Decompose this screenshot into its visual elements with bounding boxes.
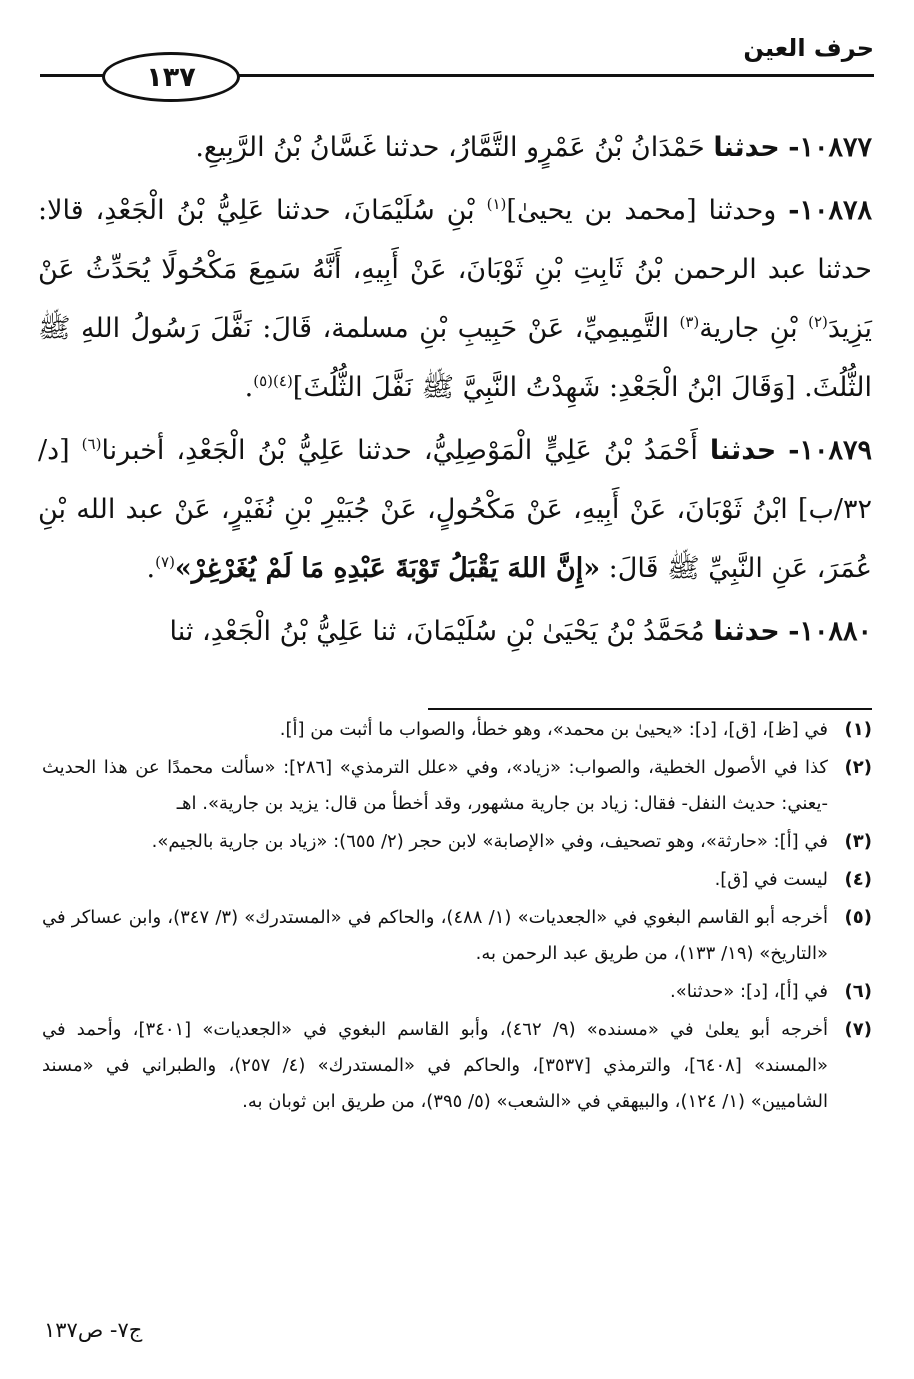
hadith-10877 bbox=[38, 118, 872, 177]
footnote-text: في [أ]: «حارثة»، وهو تصحيف، وفي «الإصابة» لابن حجر (٢/ ٦٥٥): «زياد بن جارية بالجيم». bbox=[151, 831, 828, 852]
footnote-1 bbox=[42, 712, 872, 748]
footnote-text: ليست في [ق]. bbox=[714, 869, 828, 890]
footnote-separator bbox=[428, 708, 872, 710]
footnote-text: في [أ]، [د]: «حدثنا». bbox=[669, 981, 828, 1002]
footnote-ref: (١) bbox=[486, 195, 507, 213]
hadith-number: ١٠٨٧٧- bbox=[788, 132, 872, 163]
footnote-7 bbox=[42, 1012, 872, 1120]
footnote-number: (٤) bbox=[844, 869, 872, 890]
footnote-number: (٧) bbox=[844, 1019, 872, 1040]
footnote-text: أخرجه أبو القاسم البغوي في «الجعديات» (١/ ٤٨٨)، والحاكم في «المستدرك» (٣/ ٣٤٧)، وابن عساكر في «التاريخ» (١٩/ ١٣٣)، من طريق عبد الرحمن به. bbox=[42, 907, 829, 964]
footnote-ref: (٧) bbox=[155, 553, 175, 571]
footnote-number: (١) bbox=[844, 719, 872, 740]
footnote-ref: (٤)(٥) bbox=[253, 372, 293, 390]
hadith-number: ١٠٨٧٩- bbox=[788, 435, 872, 466]
footnote-text: أخرجه أبو يعلىٰ في «مسنده» (٩/ ٤٦٢)، وأبو القاسم البغوي في «الجعديات» [٣٤٠١]، وأحمد في «المسند» [٦٤٠٨]، والترمذي [٣٥٣٧]، والحاكم في «المستدرك» (٤/ ٢٥٧)، والطبراني في «مسند الشاميين» (١/ ١٢٤)، والبيهقي في «الشعب» (٥/ ٣٩٥)، من طريق ابن ثوبان به. bbox=[42, 1019, 829, 1112]
footnote-text: في [ظ]، [ق]، [د]: «يحيىٰ بن محمد»، وهو خطأ، والصواب ما أثبت من [أ]. bbox=[279, 719, 828, 740]
hadith-text: . bbox=[244, 372, 254, 403]
footnote-3 bbox=[42, 824, 872, 860]
page-number: ١٣٧ bbox=[102, 52, 240, 102]
hadith-text: أَحْمَدُ بْنُ عَلِيٍّ الْمَوْصِلِيُّ، حدثنا عَلِيُّ بْنُ الْجَعْدِ، أخبرنا bbox=[101, 435, 710, 466]
hadith-text: التَّمِيمِيِّ، عَنْ حَبِيبِ بْنِ مسلمة، قَالَ: نَفَّلَ رَسُولُ اللهِ ﷺ الثُّلُثَ. [وَقَالَ ابْنُ الْجَعْدِ: شَهِدْتُ النَّبِيَّ ﷺ نَفَّلَ الثُّلُثَ] bbox=[38, 313, 872, 403]
footnote-4 bbox=[42, 862, 872, 898]
hadith-number: ١٠٨٨٠- bbox=[788, 616, 872, 647]
footnote-2 bbox=[42, 750, 872, 822]
hadith-10880 bbox=[38, 602, 872, 661]
footnote-number: (٣) bbox=[844, 831, 872, 852]
volume-page-locator: ج٧- ص١٣٧ bbox=[44, 1318, 143, 1342]
hadith-text: بْنِ سُلَيْمَانَ، حدثنا عَلِيُّ بْنُ الْجَعْدِ، قالا: حدثنا عبد الرحمن بْنُ ثَابِتِ بْنِ ثَوْبَانَ، عَنْ أَبِيهِ، أَنَّهُ سَمِعَ مَكْحُولًا يُحَدِّثُ عَنْ يَزِيدَ bbox=[38, 195, 872, 344]
footnote-number: (٢) bbox=[844, 757, 872, 778]
hadith-text: وحدثنا [محمد بن يحيىٰ] bbox=[506, 195, 777, 226]
footnote-ref: (٣) bbox=[679, 313, 700, 331]
hadith-text: بْنِ جارية bbox=[699, 313, 809, 344]
hadith-text: مُحَمَّدُ بْنُ يَحْيَىٰ بْنِ سُلَيْمَانَ، ثنا عَلِيُّ بْنُ الْجَعْدِ، ثنا bbox=[169, 616, 714, 647]
footnote-text: كذا في الأصول الخطية، والصواب: «زياد»، وفي «علل الترمذي» [٢٨٦]: «سألت محمدًا عن هذا الحديث -يعني: حديث النفل- فقال: زياد بن جارية مشهور، وقد أخطأ من قال: يزيد بن جارية». اهـ bbox=[42, 757, 828, 814]
hadith-text: . bbox=[146, 553, 156, 584]
footnotes bbox=[42, 712, 872, 1122]
hadith-lead: حدثنا bbox=[713, 132, 780, 163]
hadith-number: ١٠٨٧٨- bbox=[788, 195, 872, 226]
footnote-ref: (٦) bbox=[81, 435, 102, 453]
footnote-number: (٦) bbox=[844, 981, 872, 1002]
hadith-text: [د/ ٣٢/ب] ابْنُ ثَوْبَانَ، عَنْ أَبِيهِ، عَنْ مَكْحُولٍ، عَنْ جُبَيْرِ بْنِ نُفَيْرٍ، عَنْ عبد الله بْنِ عُمَرَ، عَنِ النَّبِيِّ ﷺ قَالَ: bbox=[38, 435, 872, 584]
hadith-lead: حدثنا bbox=[713, 616, 780, 647]
page-header bbox=[40, 28, 874, 108]
hadith-10878 bbox=[38, 181, 872, 417]
footnote-6 bbox=[42, 974, 872, 1010]
hadith-10879 bbox=[38, 421, 872, 598]
main-text bbox=[38, 118, 872, 665]
footnote-ref: (٢) bbox=[808, 313, 828, 331]
footnote-number: (٥) bbox=[844, 907, 872, 928]
hadith-lead: حدثنا bbox=[709, 435, 777, 466]
footnote-5 bbox=[42, 900, 872, 972]
hadith-text: حَمْدَانُ بْنُ عَمْرٍو التَّمَّارُ، حدثنا غَسَّانُ بْنُ الرَّبِيعِ. bbox=[195, 132, 705, 163]
hadith-matn: «إِنَّ اللهَ يَقْبَلُ تَوْبَةَ عَبْدِهِ مَا لَمْ يُغَرْغِرْ» bbox=[174, 553, 601, 584]
running-title: حرف العين bbox=[743, 34, 874, 62]
